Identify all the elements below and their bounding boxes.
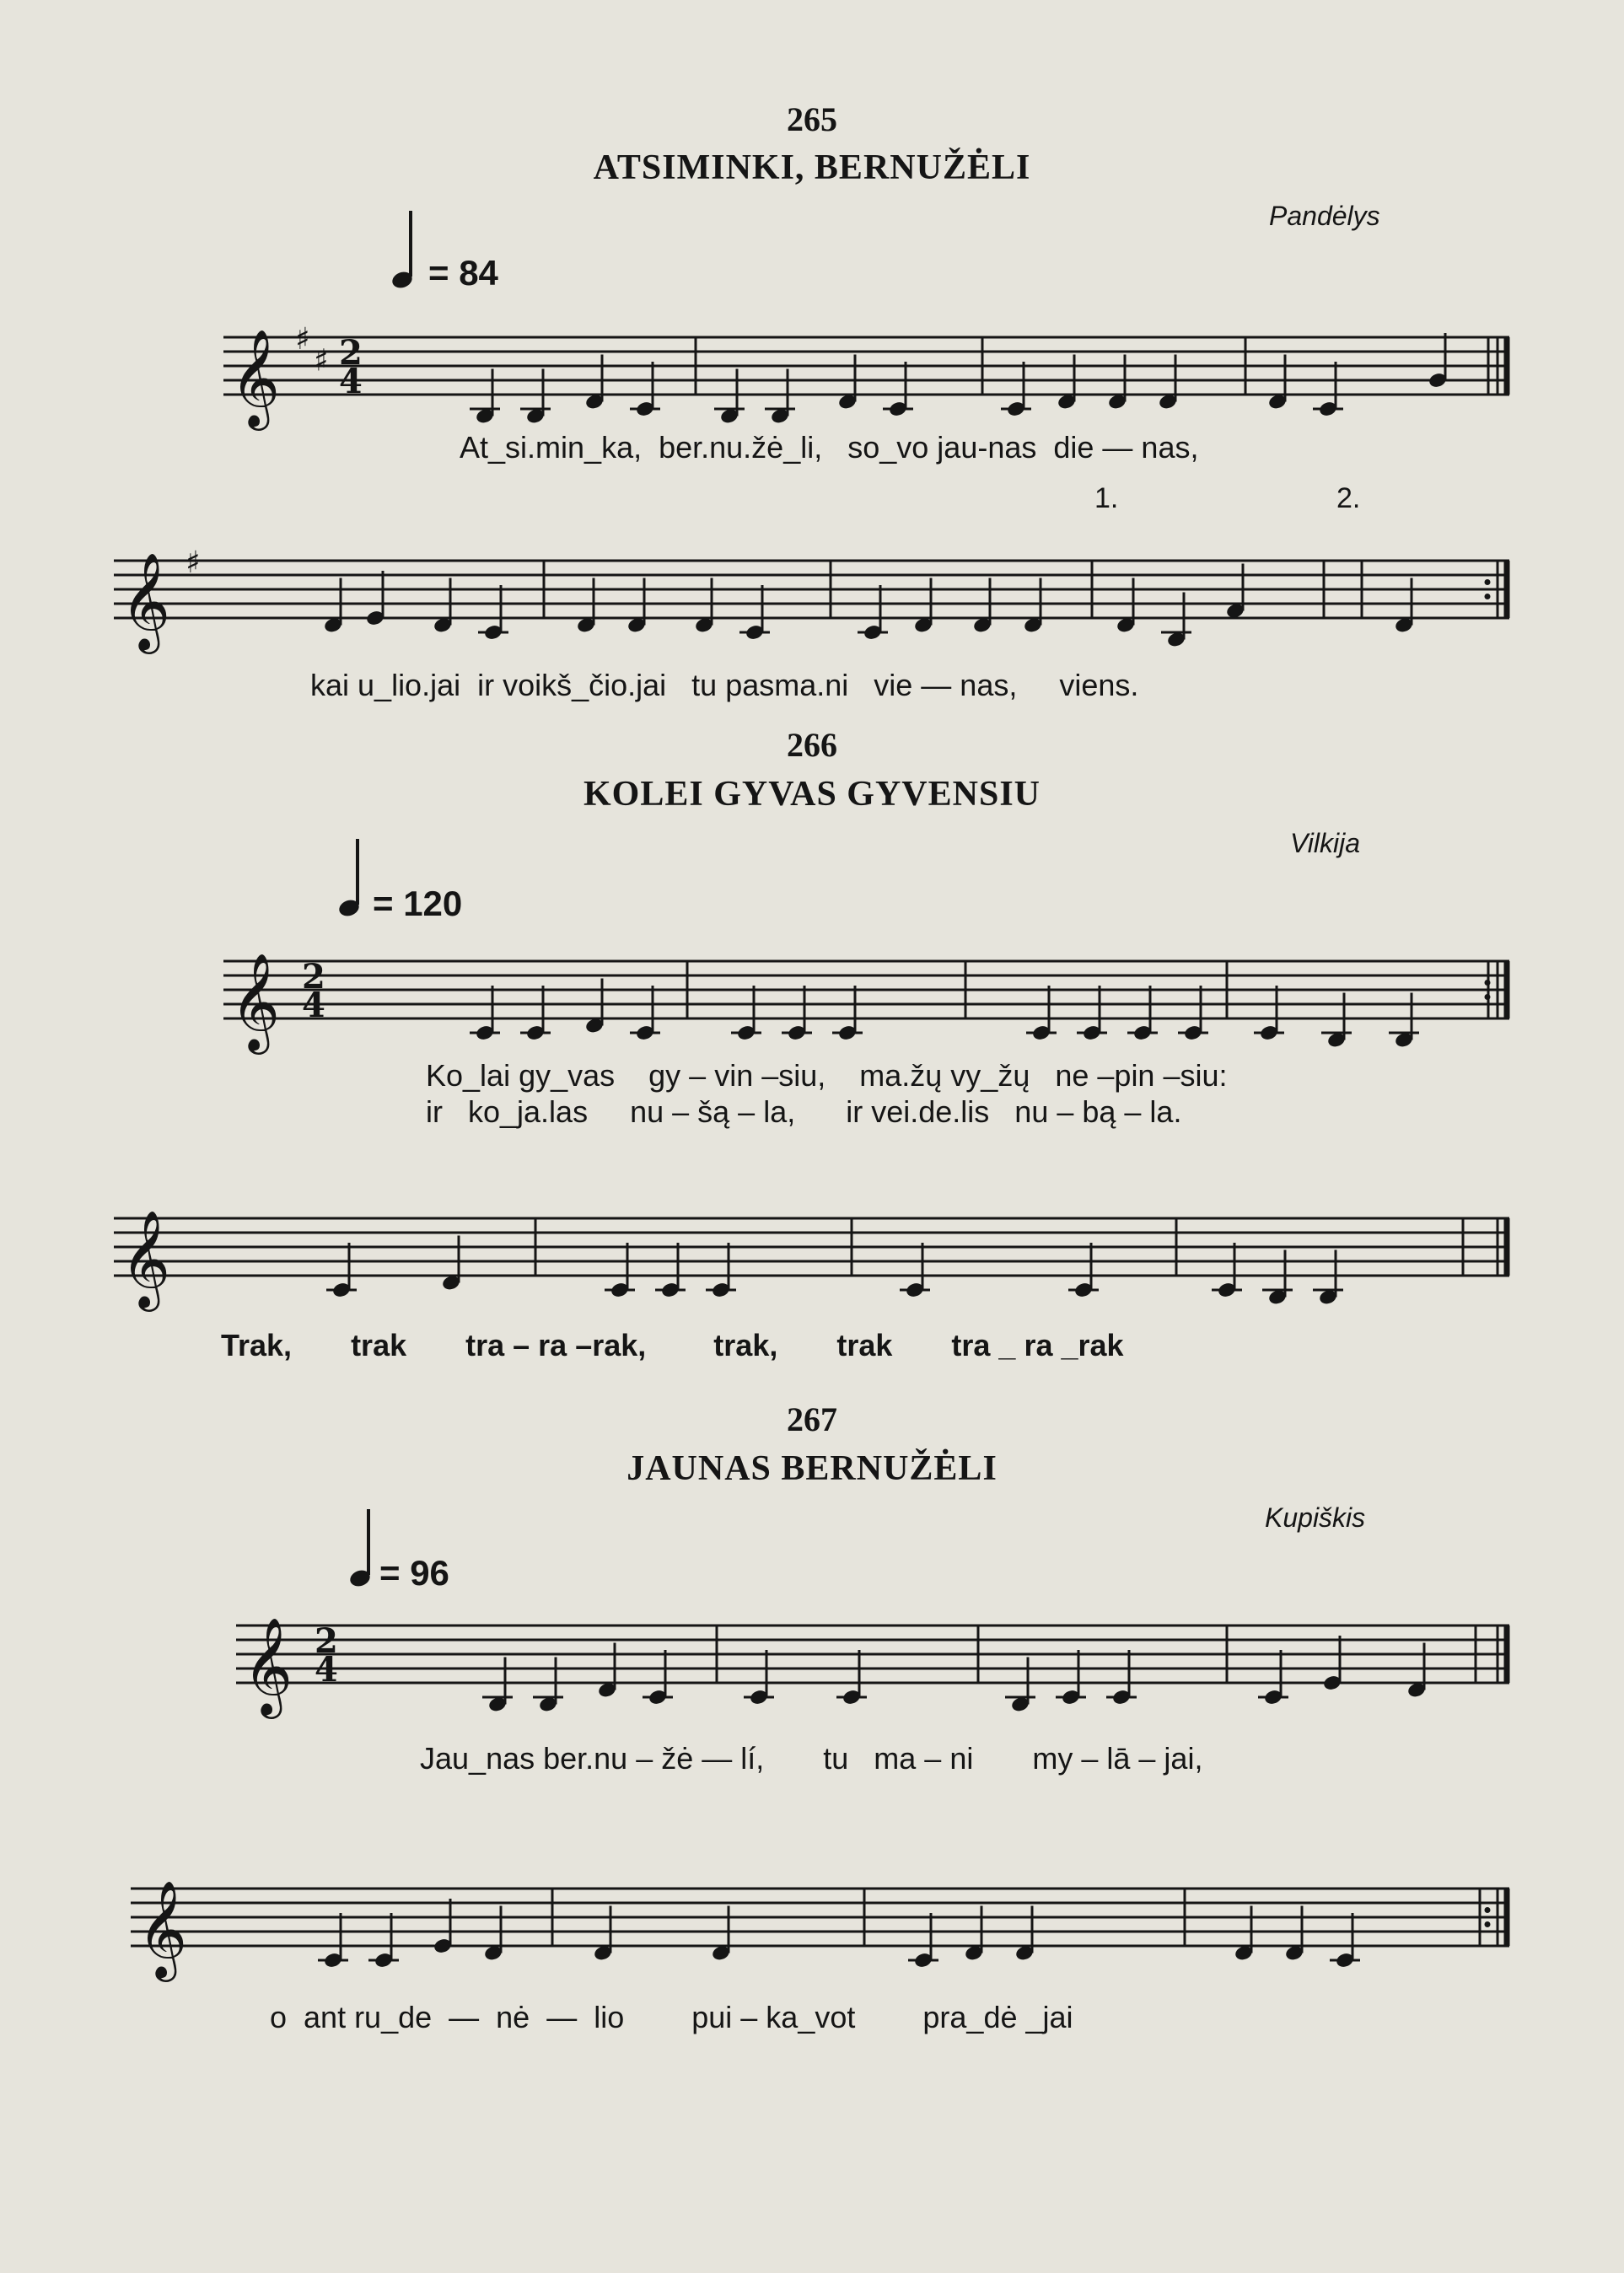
music-staff (114, 545, 1509, 650)
time-signature: 2 (315, 1621, 338, 1661)
lyrics-line: o ant ru_de — nė — lio pui – ka_vot pra_dė _jai (270, 2000, 1073, 2034)
time-signature: 4 (339, 362, 363, 401)
treble-clef-icon: 𝄞 (230, 952, 281, 1051)
lyrics-line: Trak, trak tra – ra –rak, trak, trak tra _ ra _rak (221, 1328, 1124, 1362)
repeat-dot (1485, 1921, 1491, 1927)
time-signature: 4 (302, 986, 325, 1025)
repeat-dot (1485, 594, 1491, 599)
sharp-icon: ♯ (295, 322, 310, 357)
lyrics-line: Ko_lai gy_vas gy – vin –siu, ma.žų vy_žų ne –pin –siu: (426, 1058, 1228, 1093)
sharp-icon: ♯ (314, 343, 329, 379)
sharp-icon: ♯ (186, 545, 201, 580)
treble-clef-icon: 𝄞 (121, 1209, 171, 1308)
volta-2-label: 2. (1336, 482, 1361, 514)
music-staff (114, 1209, 1509, 1308)
lyrics-line: kai u_lio.jai ir voikš_čio.jai tu pasma.ni vie — nas, viens. (310, 668, 1139, 702)
tempo-marking: = 96 (379, 1553, 449, 1593)
time-signature: 4 (315, 1650, 338, 1690)
song-number: 266 (787, 726, 837, 764)
time-signature: 2 (339, 333, 363, 373)
tempo-marking: = 120 (373, 884, 463, 923)
volta-1-label: 1. (1094, 482, 1119, 514)
music-staff (223, 322, 1509, 427)
song-place: Vilkija (1290, 828, 1360, 858)
song-number: 267 (787, 1400, 837, 1438)
song-title: ATSIMINKI, BERNUŽĖLI (593, 148, 1031, 187)
tempo-marking: = 84 (428, 253, 498, 293)
music-staff (223, 952, 1509, 1051)
song-place: Pandėlys (1269, 201, 1380, 231)
quarter-note-icon (384, 211, 434, 295)
song-number: 265 (787, 100, 837, 138)
music-staff (236, 1616, 1509, 1715)
song-place: Kupiškis (1265, 1502, 1366, 1533)
treble-clef-icon: 𝄞 (121, 551, 171, 650)
treble-clef-icon: 𝄞 (230, 328, 281, 427)
lyrics-line: Jau_nas ber.nu – žė — lí, tu ma – ni my – lā – jai, (420, 1741, 1203, 1776)
song-title: JAUNAS BERNUŽĖLI (626, 1449, 998, 1488)
repeat-dot (1485, 994, 1491, 1000)
repeat-dot (1485, 579, 1491, 585)
song-title: KOLEI GYVAS GYVENSIU (583, 775, 1041, 814)
music-staff (131, 1879, 1509, 1978)
lyrics-line: At_si.min_ka, ber.nu.žė_li, so_vo jau-nas die — nas, (460, 430, 1199, 465)
repeat-dot (1485, 1907, 1491, 1913)
treble-clef-icon: 𝄞 (137, 1879, 188, 1978)
time-signature: 2 (302, 957, 325, 997)
repeat-dot (1485, 980, 1491, 986)
lyrics-line: ir ko_ja.las nu – šą – la, ir vei.de.lis nu – bą – la. (426, 1094, 1182, 1129)
treble-clef-icon: 𝄞 (243, 1616, 293, 1715)
